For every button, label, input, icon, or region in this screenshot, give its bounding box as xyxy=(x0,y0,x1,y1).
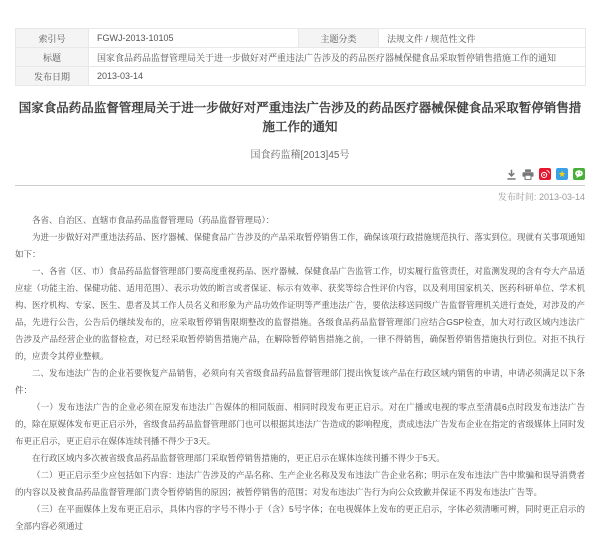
body-paragraph: 各省、自治区、直辖市食品药品监督管理局（药品监督管理局）： xyxy=(32,215,275,225)
body-paragraph: （二）更正启示至少应包括如下内容：违法广告涉及的产品名称、生产企业名称及发布违法广告企业名称；明示在发布违法广告中欺骗和误导消费者的内容以及被食品药品监督管理部门责令暂停销售的原因；被暂停销售的范围；对发布违法广告行为向公众致歉并保证不再发布违法广告等。 xyxy=(15,470,585,497)
print-button[interactable] xyxy=(522,169,534,180)
download-button[interactable] xyxy=(506,169,517,180)
body-paragraph: 在行政区域内多次被省级食品药品监督管理部门采取暂停销售措施的，更正启示在媒体连续刊播不得少于5天。 xyxy=(32,453,445,463)
body-paragraph: （三）在平面媒体上发布更正启示，具体内容的字号不得小于（含）5号字体；在电视媒体上发布的更正启示，字体必须清晰可辨，同时更正启示的全部内容必须通过 xyxy=(15,504,585,531)
publish-time-value: 2013-03-14 xyxy=(538,192,585,202)
share-toolbar xyxy=(15,168,585,186)
info-table xyxy=(15,28,586,86)
table-row xyxy=(16,48,586,67)
table-row xyxy=(16,67,586,86)
share-wechat-icon[interactable] xyxy=(573,168,585,180)
document-body xyxy=(15,212,585,535)
page-container xyxy=(0,28,600,535)
index-label: 索引号 xyxy=(16,29,89,48)
body-paragraph: （一）发布违法广告的企业必须在原发布违法广告媒体的相同版面、相同时段发布更正启示。对在广播或电视的零点至清晨6点时段发布违法广告的，除在原媒体发布更正启示外，省级食品药品监督管理部门也可以根据其违法广告造成的影响程度，责成违法广告发布企业在指定的省级媒体上同时发布更正启示，更正启示在媒体连续刊播不得少于3天。 xyxy=(15,402,585,446)
share-qzone-icon[interactable] xyxy=(556,168,568,180)
table-row xyxy=(16,29,586,48)
category-label: 主题分类 xyxy=(299,29,379,48)
document-title: 国家食品药品监督管理局关于进一步做好对严重违法广告涉及的药品医疗器械保健食品采取暂停销售措施工作的通知 xyxy=(18,101,582,134)
date-label: 发布日期 xyxy=(16,67,89,86)
body-paragraph: 一、各省（区、市）食品药品监督管理部门要高度重视药品、医疗器械、保健食品广告监管工作，切实履行监管责任，对监测发现的含有夸大产品适应症（功能主治、保健功能、适用范围）、表示功效的断言或者保证、标示有效率、获奖等综合性评价内容，以及利用国家机关、医药科研单位、学术机构、医疗机构、专家、医生、患者及其工作人员名义和形象为产品功效作证明等严重违法广告，要依法移送同级广告监督管理机关进行查处，对涉及的产品，先进行公告，公告后仍继续发布的，应采取暂停销售限期整改的监督措施。各级食品药品监督管理部门应结合GSP检查，加大对行政区域内违法广告涉及产品经营企业的监督检查，对已经采取暂停销售措施产品，在解除暂停销售措施之前，一律不得销售，确保暂停销售措施执行到位。对拒不执行的，应责令其停业整顿。 xyxy=(15,266,585,361)
print-icon xyxy=(522,169,534,180)
document-number: 国食药监稽[2013]45号 xyxy=(250,150,350,161)
index-value: FGWJ-2013-10105 xyxy=(89,29,299,48)
publish-time-label: 发布时间: xyxy=(497,192,537,202)
share-weibo-icon[interactable] xyxy=(539,168,551,180)
date-value: 2013-03-14 xyxy=(89,67,586,86)
body-paragraph: 二、发布违法广告的企业若要恢复产品销售，必须向有关省级食品药品监督管理部门提出恢复该产品在行政区域内销售的申请，申请必须满足以下条件： xyxy=(15,368,585,395)
title-label: 标题 xyxy=(16,48,89,67)
body-paragraph: 为进一步做好对严重违法药品、医疗器械、保健食品广告涉及的产品采取暂停销售工作，确保该项行政措施规范执行、落实到位。现就有关事项通知如下： xyxy=(15,232,585,259)
star-icon: ★ xyxy=(557,168,567,179)
category-value: 法规文件 / 规范性文件 xyxy=(379,29,586,48)
title-value: 国家食品药品监督管理局关于进一步做好对严重违法广告涉及的药品医疗器械保健食品采取暂停销售措施工作的通知 xyxy=(89,48,586,67)
download-icon xyxy=(506,169,517,180)
publish-time xyxy=(15,190,585,203)
